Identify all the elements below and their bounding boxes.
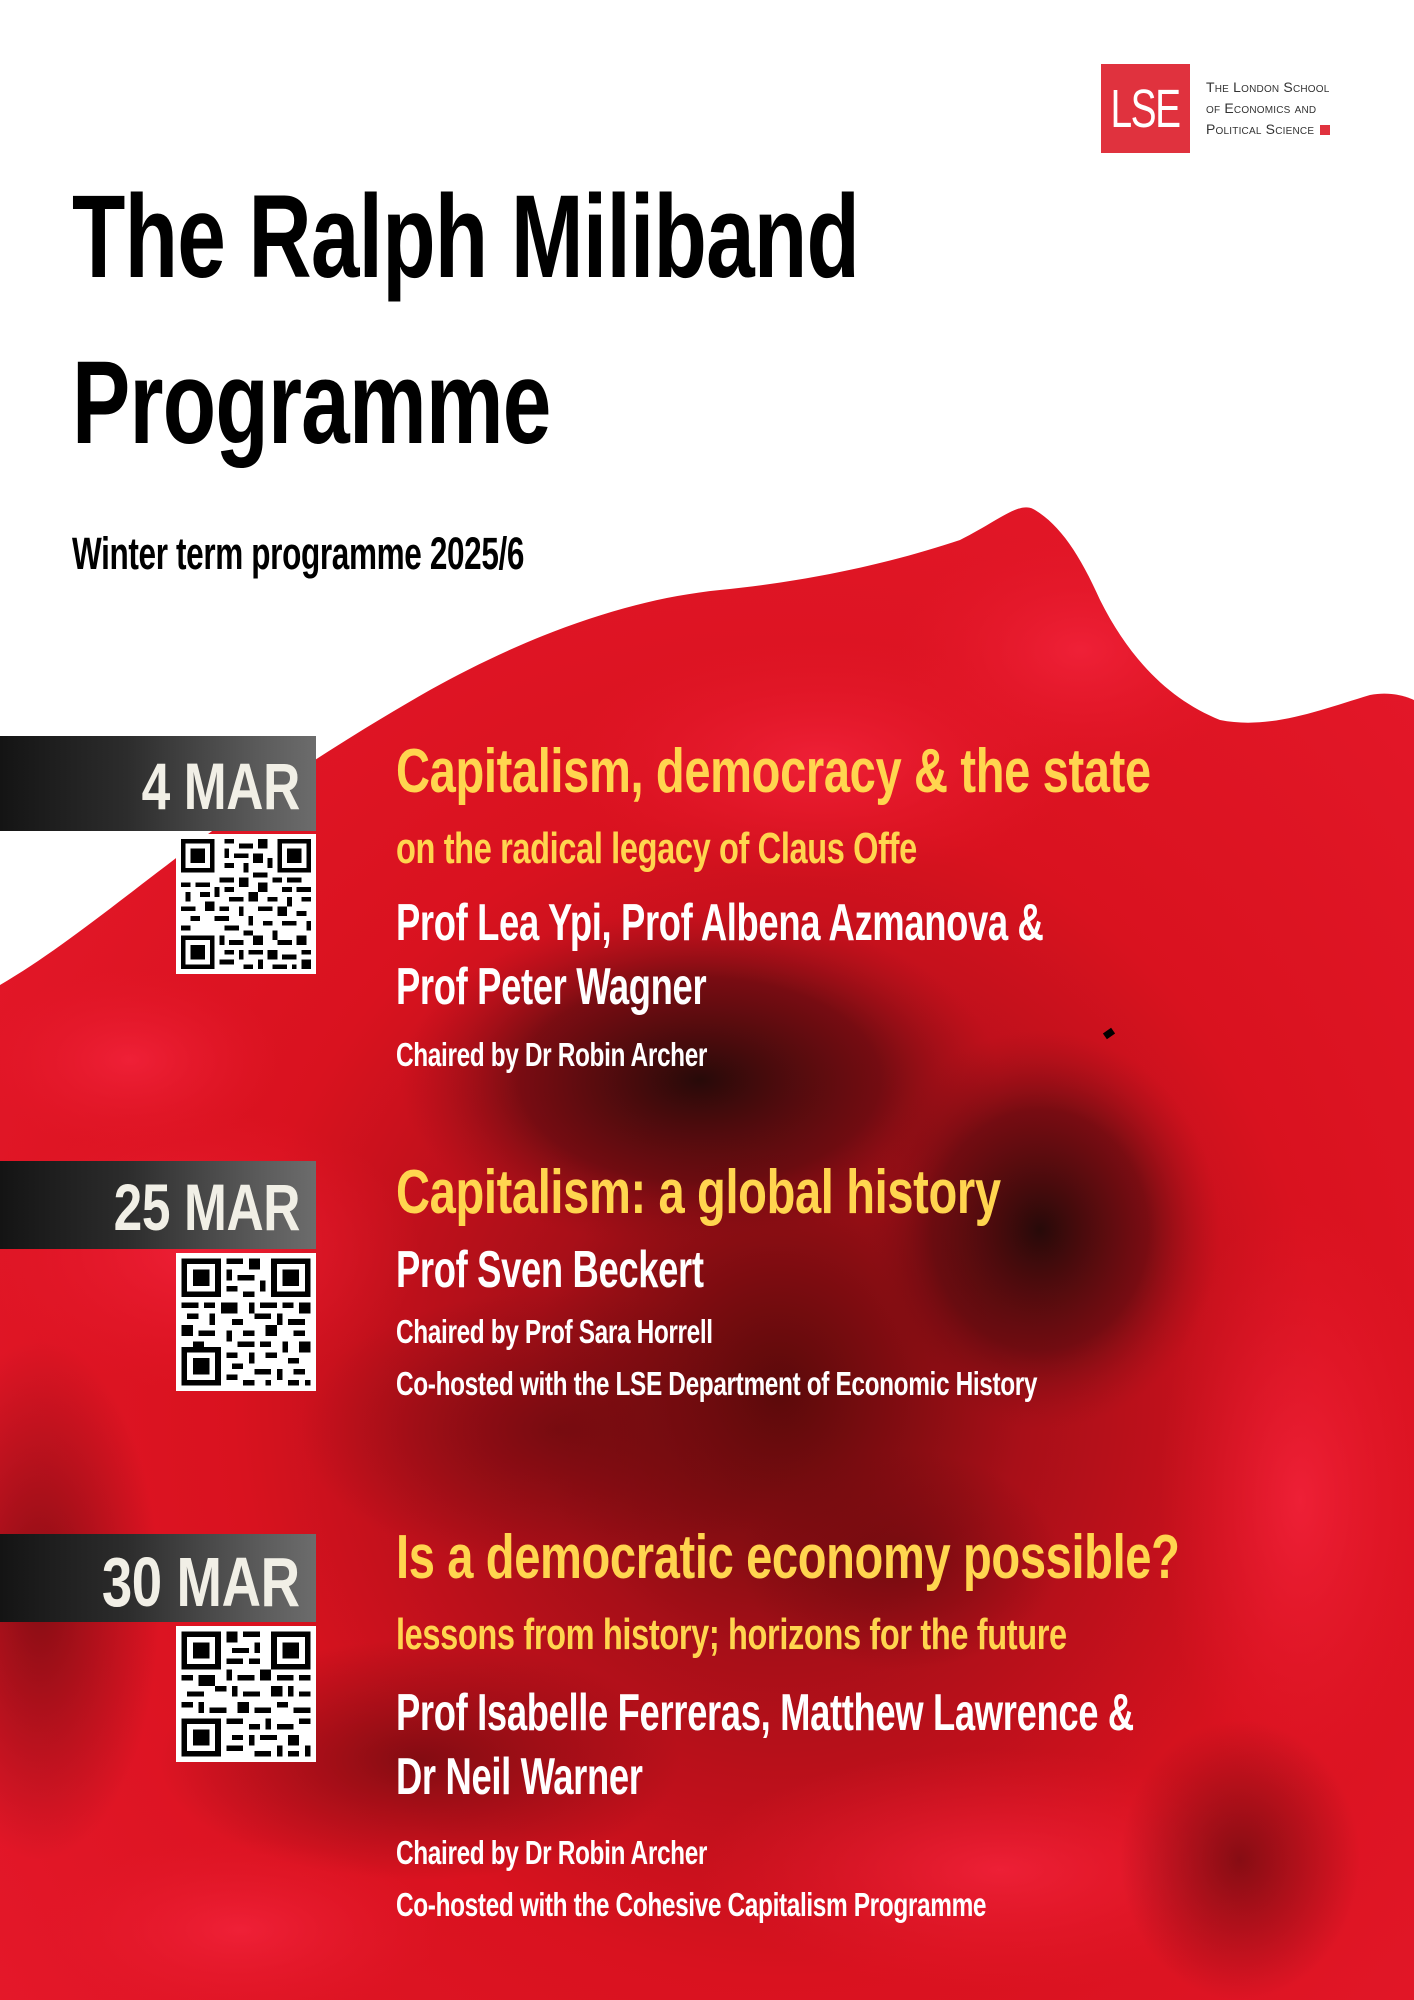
event-chair: Chaired by Prof Sara Horrell <box>396 1313 713 1350</box>
lse-logo[interactable] <box>1101 64 1330 153</box>
event-date: 4 MAR <box>141 749 300 823</box>
event-chair: Chaired by Dr Robin Archer <box>396 1834 708 1871</box>
event-date-bar <box>0 1161 316 1249</box>
event-speakers: Prof Lea Ypi, Prof Albena Azmanova & <box>396 894 1044 952</box>
event-chair: Chaired by Dr Robin Archer <box>396 1036 708 1073</box>
qr-code-icon[interactable] <box>176 834 316 974</box>
qr-code-icon[interactable] <box>176 1626 316 1762</box>
event-title[interactable]: Is a democratic economy possible? <box>396 1523 1180 1592</box>
event-subtitle: lessons from history; horizons for the future <box>396 1610 1067 1659</box>
lse-logo-line: The London School <box>1206 79 1330 95</box>
lse-logo-wordmark <box>1206 77 1330 140</box>
event-speakers: Prof Isabelle Ferreras, Matthew Lawrence & <box>396 1684 1134 1742</box>
event-date-bar <box>0 736 316 831</box>
event-title[interactable]: Capitalism: a global history <box>396 1158 1001 1227</box>
page-title-line-2: Programme <box>72 337 551 469</box>
lse-logo-mark: LSE <box>1101 64 1190 153</box>
event-date-bar <box>0 1534 316 1622</box>
term-subtitle: Winter term programme 2025/6 <box>72 528 525 579</box>
event-speakers: Dr Neil Warner <box>396 1748 643 1806</box>
event-date: 25 MAR <box>113 1170 300 1244</box>
event-cohost: Co-hosted with the Cohesive Capitalism Programme <box>396 1886 987 1923</box>
event-cohost: Co-hosted with the LSE Department of Economic History <box>396 1365 1038 1402</box>
lse-logo-line: of Economics and <box>1206 100 1317 116</box>
lse-logo-line: Political Science <box>1206 119 1330 140</box>
qr-code-icon[interactable] <box>176 1253 316 1391</box>
event-title[interactable]: Capitalism, democracy & the state <box>396 737 1151 806</box>
event-speakers: Prof Sven Beckert <box>396 1241 704 1299</box>
event-subtitle: on the radical legacy of Claus Offe <box>396 824 917 873</box>
event-speakers: Prof Peter Wagner <box>396 958 707 1016</box>
red-square-icon <box>1320 125 1330 135</box>
event-date: 30 MAR <box>102 1543 300 1621</box>
page-title-line-1: The Ralph Miliband <box>72 171 860 303</box>
